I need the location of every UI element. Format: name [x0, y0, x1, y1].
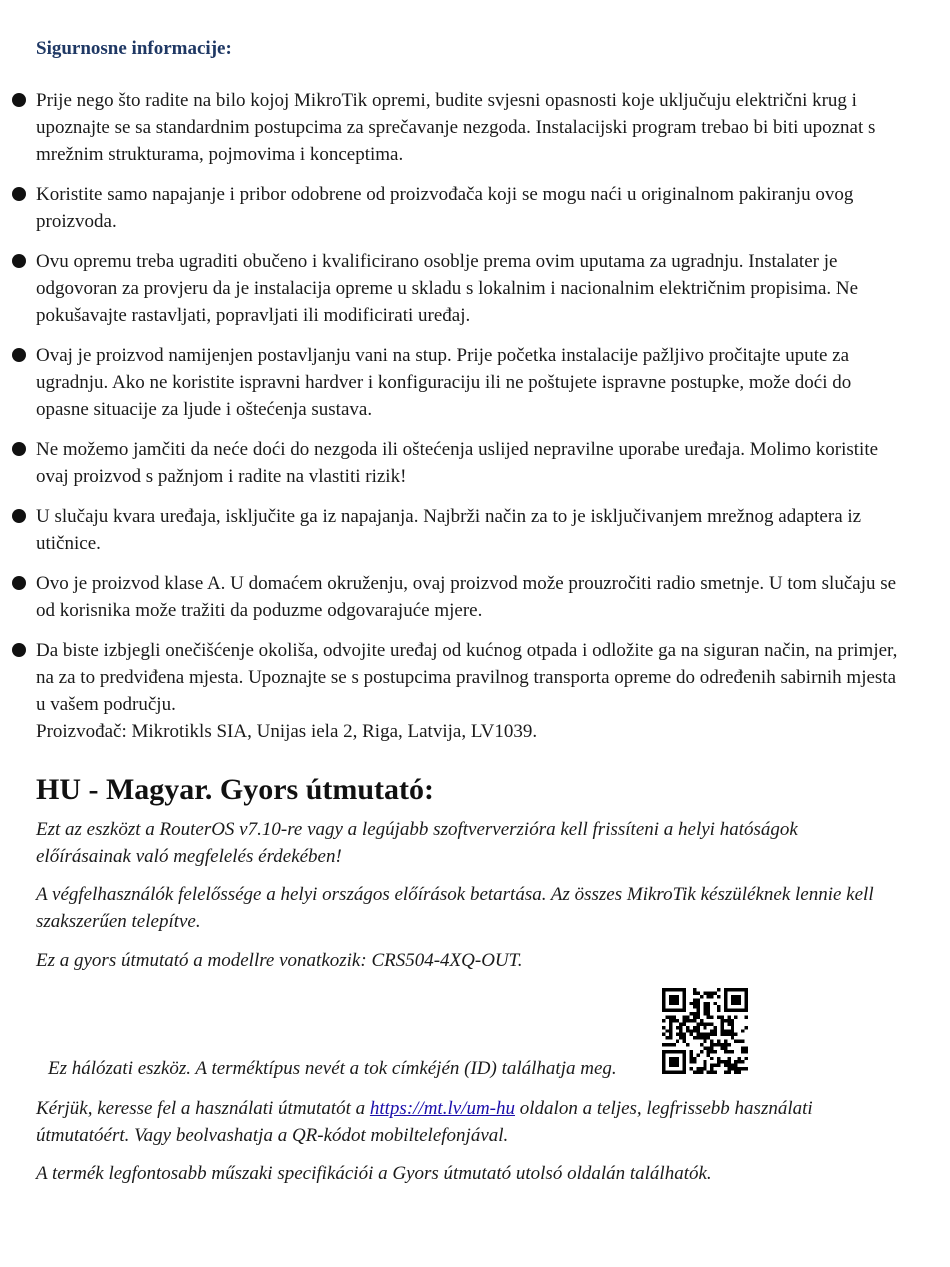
responsibility-notice: A végfelhasználók felelőssége a helyi országos előírások betartása. Az összes MikroTik készüléknek lennie kell szakszerűen telepítve. — [36, 884, 874, 932]
bullet-icon — [12, 348, 26, 362]
list-item-text: Ovo je proizvod klase A. U domaćem okruženju, ovaj proizvod može prouzročiti radio smetnje. U tom slučaju se od korisnika može tražiti da poduzme odgovarajuće mjere. — [36, 573, 897, 621]
model-notice: Ez a gyors útmutató a modellre vonatkozik: CRS504-4XQ-OUT. — [36, 950, 523, 971]
list-item — [0, 87, 900, 168]
list-item — [0, 181, 900, 235]
list-item-text: Prije nego što radite na bilo kojoj MikroTik opremi, budite svjesni opasnosti koje uključuju električni krug i upoznajte se sa standardnim postupcima za sprečavanje nezgoda. Instalacijski program trebao bi biti upoznat s mrežnim strukturama, pojmovima i konceptima. — [36, 90, 876, 165]
list-item-text: Koristite samo napajanje i pribor odobrene od proizvođača koji se mogu naći u originalnom pakiranju ovog proizvoda. — [36, 184, 854, 232]
manufacturer-info: Proizvođač: Mikrotikls SIA, Unijas iela 2, Riga, Latvija, LV1039. — [36, 721, 538, 742]
list-item — [0, 570, 900, 624]
firmware-notice: Ezt az eszközt a RouterOS v7.10-re vagy a legújabb szoftververzióra kell frissíteni a helyi hatóságok előírásainak való megfelelés érdekében! — [36, 819, 798, 867]
list-item — [0, 342, 900, 423]
bullet-icon — [12, 442, 26, 456]
list-item — [0, 248, 900, 329]
list-item-text: Ovaj je proizvod namijenjen postavljanju vani na stup. Prije početka instalacije pažljivo pročitajte upute za ugradnju. Ako ne koristite ispravni hardver i konfiguraciju ili ne poštujete ispravne postupke, može doći do opasne situacije za ljude i oštećenja sustava. — [36, 345, 852, 420]
bullet-icon — [12, 576, 26, 590]
manual-notice — [36, 1095, 896, 1149]
hu-section-title: HU - Magyar. Gyors útmutató: — [36, 773, 435, 806]
list-item — [0, 436, 900, 490]
list-item-text: Ne možemo jamčiti da neće doći do nezgoda ili oštećenja uslijed nepravilne uporabe uređaja. Molimo koristite ovaj proizvod s pažnjom i radite na vlastiti rizik! — [36, 439, 879, 487]
list-item-text: U slučaju kvara uređaja, isključite ga iz napajanja. Najbrži način za to je isključivanjem mrežnog adaptera iz utičnice. — [36, 506, 862, 554]
bullet-icon — [12, 643, 26, 657]
bullet-icon — [12, 509, 26, 523]
safety-heading: Sigurnosne informacije: — [36, 38, 232, 59]
spec-notice: A termék legfontosabb műszaki specifikációi a Gyors útmutató utolsó oldalán találhatók. — [36, 1163, 712, 1184]
list-item-text: Da biste izbjegli onečišćenje okoliša, odvojite uređaj od kućnog otpada i odložite ga na siguran način, na primjer, na za to predviđena mjesta. Upoznajte se s postupcima pravilnog transporta opreme do određenih sabirnih mjesta u vašem području. — [36, 640, 898, 715]
list-item-text: Ovu opremu treba ugraditi obučeno i kvalificirano osoblje prema ovim uputama za ugradnju. Instalater je odgovoran za provjeru da je instalacija opreme u skladu s lokalnim i nacionalnim električnim propisima. Ne pokušavajte rastavljati, popravljati ili modificirati uređaj. — [36, 251, 859, 326]
bullet-icon — [12, 254, 26, 268]
manual-link[interactable]: https://mt.lv/um-hu — [369, 1098, 516, 1119]
manual-text-after: oldalon a teljes, legfrissebb használati útmutatóért. Vagy beolvashatja a QR-kódot mobiltelefonjával. — [36, 1098, 813, 1146]
bullet-icon — [12, 93, 26, 107]
qr-code-icon — [662, 988, 748, 1074]
list-item — [0, 637, 900, 745]
bullet-icon — [12, 187, 26, 201]
manual-text-before: Kérjük, keresse fel a használati útmutatót a — [36, 1098, 370, 1119]
device-type-notice: Ez hálózati eszköz. A terméktípus nevét a tok címkéjén (ID) találhatja meg. — [48, 1058, 617, 1079]
list-item — [0, 503, 900, 557]
safety-list — [0, 87, 900, 758]
